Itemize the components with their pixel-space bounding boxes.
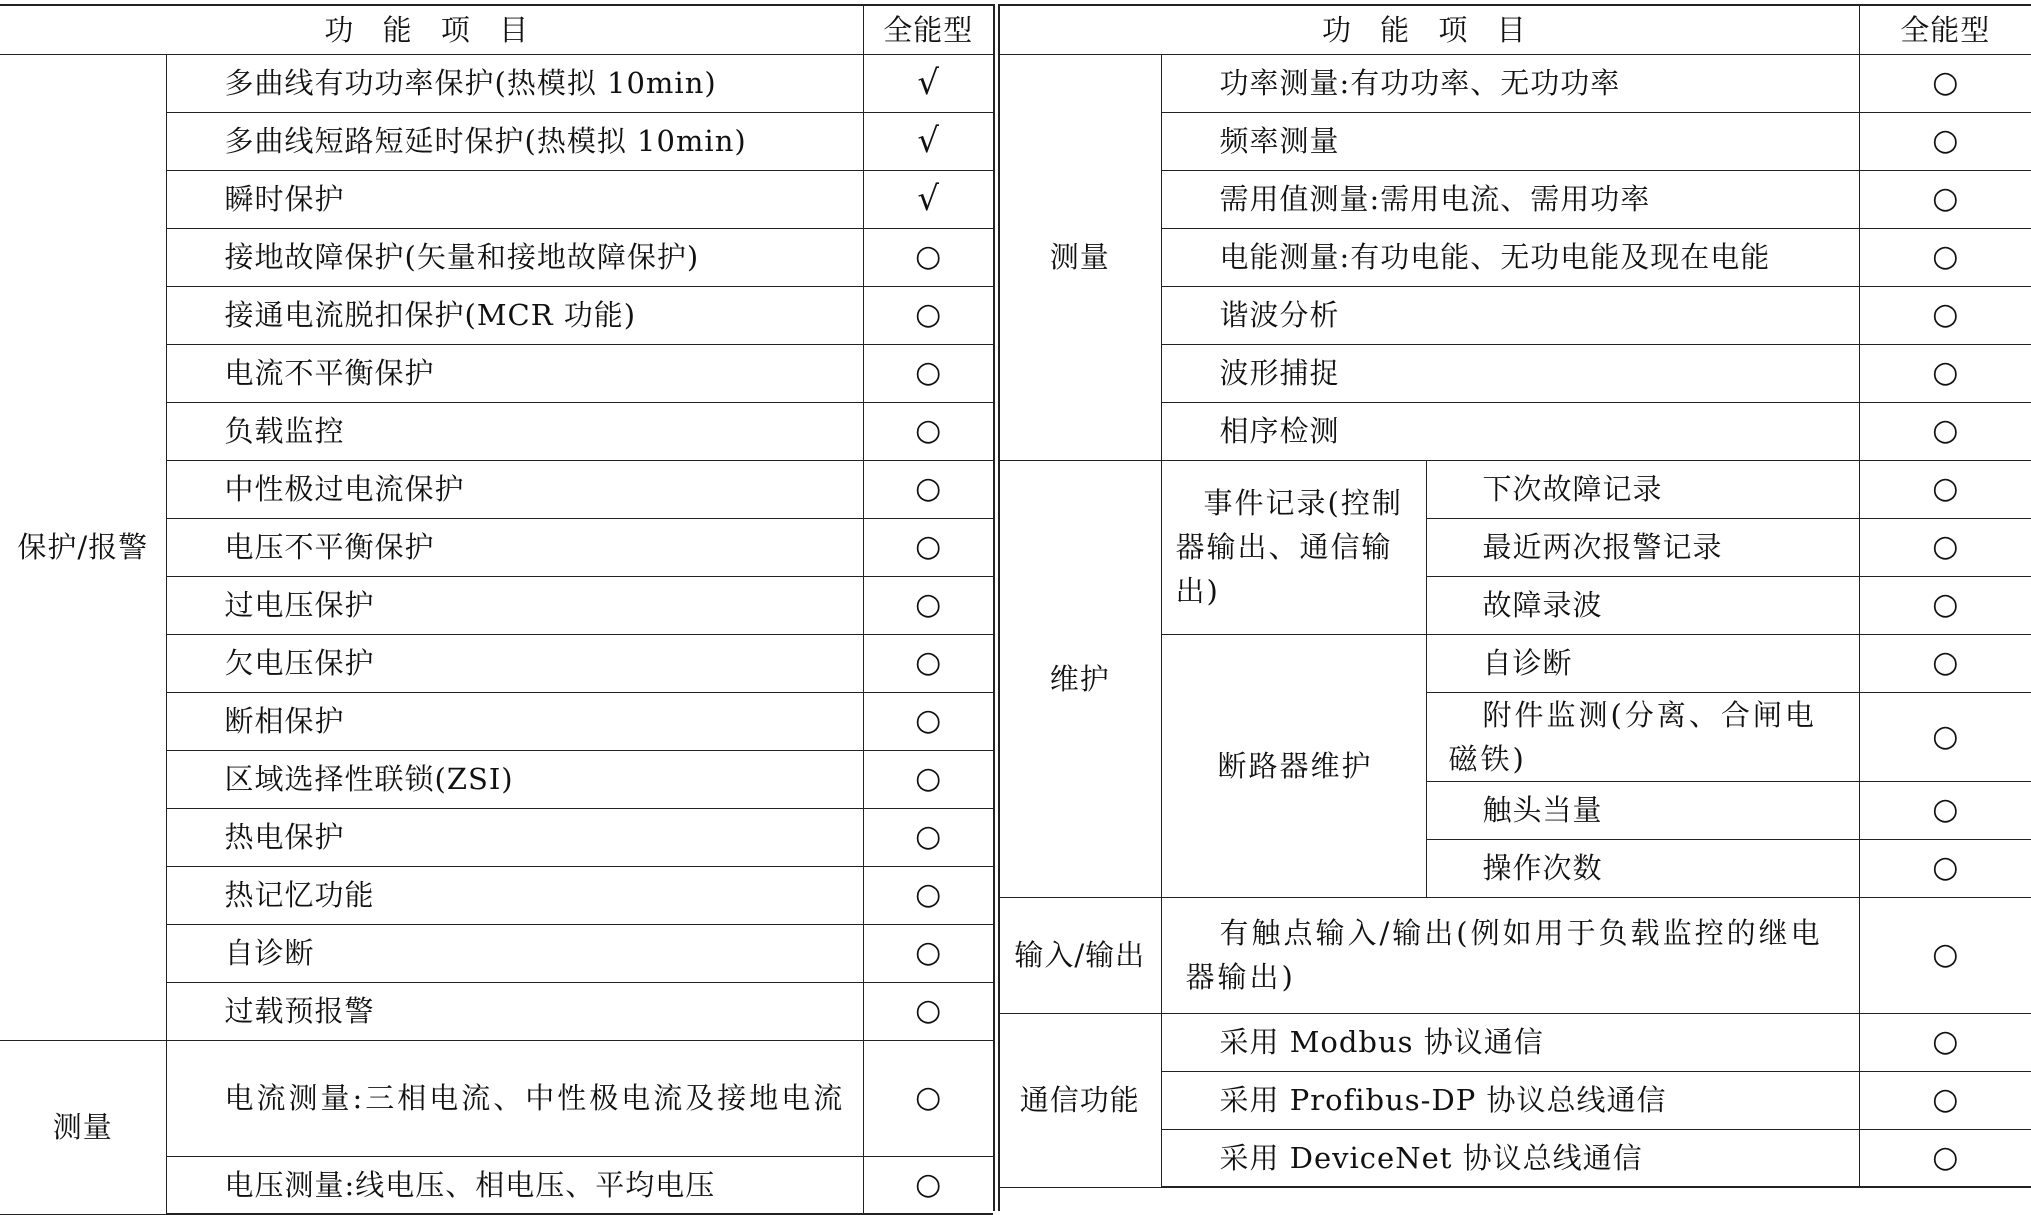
table-row: [999, 1013, 2031, 1071]
left-header-row: [0, 5, 993, 54]
table-row: [0, 1040, 993, 1156]
feature-label: 接地故障保护(矢量和接地故障保护): [166, 228, 863, 286]
feature-label: 触头当量: [1426, 781, 1859, 839]
circle-mark-icon: ○: [863, 866, 993, 924]
left-function-table: [0, 4, 993, 1215]
circle-mark-icon: ○: [1859, 692, 2031, 781]
circle-mark-icon: ○: [863, 982, 993, 1040]
feature-label: 波形捕捉: [1161, 344, 1859, 402]
feature-label: 附件监测(分离、合闸电磁铁): [1426, 692, 1859, 781]
circle-mark-icon: ○: [1859, 286, 2031, 344]
circle-mark-icon: ○: [863, 692, 993, 750]
circle-mark-icon: ○: [1859, 839, 2031, 897]
measure-group-left: 测量: [0, 1040, 166, 1214]
feature-label: 过电压保护: [166, 576, 863, 634]
feature-label: 热电保护: [166, 808, 863, 866]
feature-label: 下次故障记录: [1426, 460, 1859, 518]
circle-mark-icon: ○: [863, 344, 993, 402]
table-row: [999, 460, 2031, 518]
circle-mark-icon: ○: [1859, 634, 2031, 692]
io-group: 输入/输出: [999, 897, 1161, 1013]
feature-label: 中性极过电流保护: [166, 460, 863, 518]
circle-mark-icon: ○: [863, 924, 993, 982]
circle-mark-icon: ○: [863, 634, 993, 692]
feature-label: 操作次数: [1426, 839, 1859, 897]
circle-mark-icon: ○: [1859, 1071, 2031, 1129]
feature-label: 功率测量:有功功率、无功功率: [1161, 54, 1859, 112]
feature-label: 电压测量:线电压、相电压、平均电压: [166, 1156, 863, 1214]
event-record-group: 事件记录(控制器输出、通信输出): [1161, 460, 1426, 634]
feature-label: 采用 DeviceNet 协议总线通信: [1161, 1129, 1859, 1187]
feature-label: 自诊断: [166, 924, 863, 982]
table-row: [999, 54, 2031, 112]
feature-label: 最近两次报警记录: [1426, 518, 1859, 576]
feature-label: 电流不平衡保护: [166, 344, 863, 402]
circle-mark-icon: ○: [1859, 170, 2031, 228]
feature-label: 过载预报警: [166, 982, 863, 1040]
circle-mark-icon: ○: [1859, 1013, 2031, 1071]
communication-group: 通信功能: [999, 1013, 1161, 1187]
circle-mark-icon: ○: [1859, 402, 2031, 460]
check-mark-icon: √: [863, 54, 993, 112]
circle-mark-icon: ○: [863, 1156, 993, 1214]
right-header-item: 功 能 项 目: [999, 5, 1859, 54]
feature-label: 区域选择性联锁(ZSI): [166, 750, 863, 808]
circle-mark-icon: ○: [1859, 112, 2031, 170]
feature-label: 采用 Modbus 协议通信: [1161, 1013, 1859, 1071]
feature-label: 故障录波: [1426, 576, 1859, 634]
table-row: [999, 897, 2031, 1013]
circle-mark-icon: ○: [1859, 344, 2031, 402]
feature-label: 相序检测: [1161, 402, 1859, 460]
circle-mark-icon: ○: [1859, 228, 2031, 286]
circle-mark-icon: ○: [1859, 54, 2031, 112]
feature-label: 多曲线有功功率保护(热模拟 10min): [166, 54, 863, 112]
feature-label: 有触点输入/输出(例如用于负载监控的继电器输出): [1161, 897, 1859, 1013]
maintenance-group: 维护: [999, 460, 1161, 897]
divider-line: [993, 4, 995, 1211]
measure-group-right: 测量: [999, 54, 1161, 460]
circle-mark-icon: ○: [863, 402, 993, 460]
feature-label: 瞬时保护: [166, 170, 863, 228]
left-header-item: 功 能 项 目: [0, 5, 863, 54]
left-header-type: 全能型: [863, 5, 993, 54]
feature-label: 欠电压保护: [166, 634, 863, 692]
circle-mark-icon: ○: [1859, 897, 2031, 1013]
breaker-maintenance-group: 断路器维护: [1161, 634, 1426, 897]
right-header-row: [999, 5, 2031, 54]
feature-label: 电流测量:三相电流、中性极电流及接地电流: [166, 1040, 863, 1156]
feature-label: 需用值测量:需用电流、需用功率: [1161, 170, 1859, 228]
feature-label: 自诊断: [1426, 634, 1859, 692]
circle-mark-icon: ○: [863, 518, 993, 576]
circle-mark-icon: ○: [863, 576, 993, 634]
feature-label: 接通电流脱扣保护(MCR 功能): [166, 286, 863, 344]
protection-alarm-group: 保护/报警: [0, 54, 166, 1040]
circle-mark-icon: ○: [863, 750, 993, 808]
right-function-table: [999, 4, 2031, 1188]
feature-label: 断相保护: [166, 692, 863, 750]
check-mark-icon: √: [863, 112, 993, 170]
circle-mark-icon: ○: [863, 808, 993, 866]
circle-mark-icon: ○: [863, 1040, 993, 1156]
feature-label: 频率测量: [1161, 112, 1859, 170]
circle-mark-icon: ○: [1859, 460, 2031, 518]
feature-label: 谐波分析: [1161, 286, 1859, 344]
circle-mark-icon: ○: [1859, 576, 2031, 634]
circle-mark-icon: ○: [1859, 1129, 2031, 1187]
feature-label: 电压不平衡保护: [166, 518, 863, 576]
feature-label: 负载监控: [166, 402, 863, 460]
feature-label: 电能测量:有功电能、无功电能及现在电能: [1161, 228, 1859, 286]
check-mark-icon: √: [863, 170, 993, 228]
table-row: [0, 54, 993, 112]
circle-mark-icon: ○: [863, 286, 993, 344]
circle-mark-icon: ○: [1859, 781, 2031, 839]
circle-mark-icon: ○: [1859, 518, 2031, 576]
feature-label: 采用 Profibus-DP 协议总线通信: [1161, 1071, 1859, 1129]
feature-label: 热记忆功能: [166, 866, 863, 924]
circle-mark-icon: ○: [863, 228, 993, 286]
right-header-type: 全能型: [1859, 5, 2031, 54]
circle-mark-icon: ○: [863, 460, 993, 518]
feature-label: 多曲线短路短延时保护(热模拟 10min): [166, 112, 863, 170]
